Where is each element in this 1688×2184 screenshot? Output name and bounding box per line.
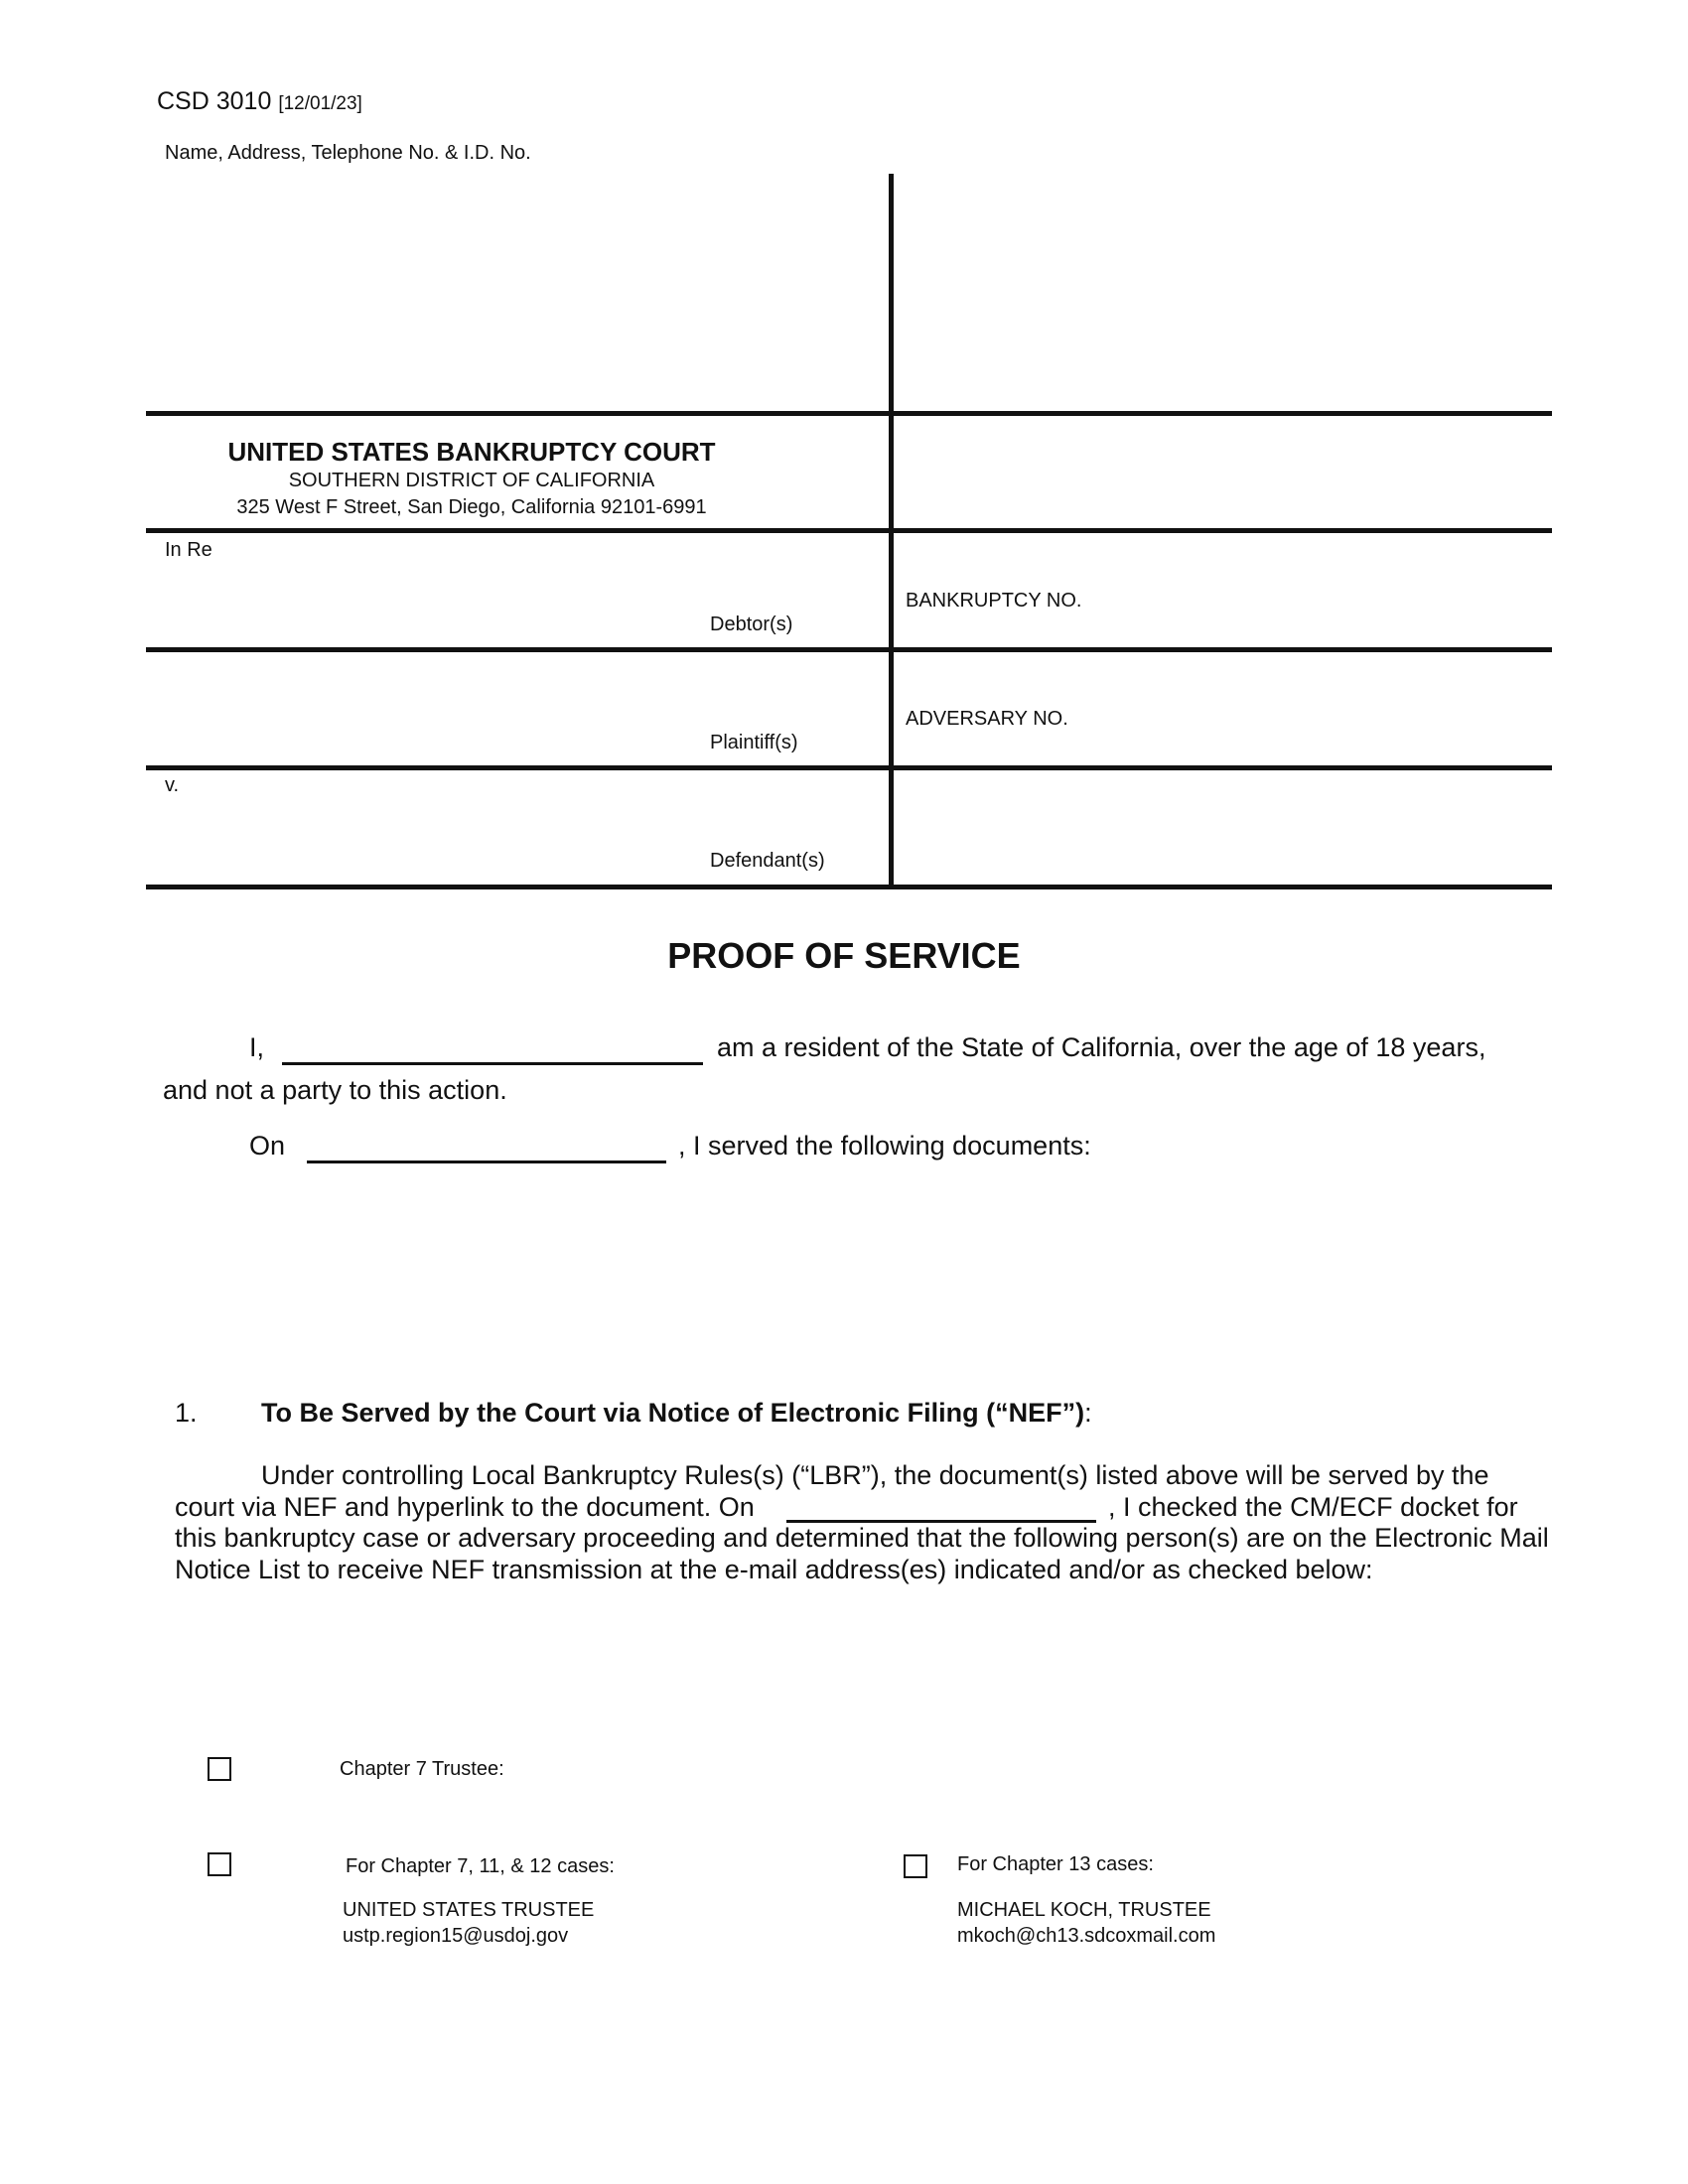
court-name: UNITED STATES BANKRUPTCY COURT — [227, 437, 716, 467]
ch13-trustee-name: MICHAEL KOCH, TRUSTEE — [957, 1899, 1211, 1921]
in-re-label: In Re — [165, 539, 212, 561]
chapter7-trustee-label: Chapter 7 Trustee: — [340, 1758, 504, 1780]
on-prefix: On — [249, 1131, 286, 1160]
us-trustee-email: ustp.region15@usdoj.gov — [343, 1925, 569, 1947]
ch13-trustee-checkbox[interactable] — [904, 1854, 927, 1878]
court-address: 325 West F Street, San Diego, California 92101-6991 — [236, 496, 707, 518]
adversary-no-label: ADVERSARY NO. — [906, 708, 1068, 730]
caption-rule-3 — [146, 647, 1552, 652]
section1-para-line2-prefix: court via NEF and hyperlink to the document. On — [175, 1492, 755, 1522]
section1-para-line3: this bankruptcy case or adversary proceeding and determined that the following person(s) are on the Electronic Mail — [175, 1523, 1549, 1553]
service-date-field[interactable] — [307, 1160, 666, 1163]
chapter7-trustee-checkbox[interactable] — [208, 1757, 231, 1781]
caption-rule-4 — [146, 765, 1552, 770]
declaration-line2: and not a party to this action. — [163, 1075, 507, 1105]
declarant-name-field[interactable] — [282, 1062, 703, 1065]
plaintiff-label: Plaintiff(s) — [710, 732, 798, 753]
ch13-trustee-email: mkoch@ch13.sdcoxmail.com — [957, 1925, 1216, 1947]
section1-heading-text: To Be Served by the Court via Notice of Electronic Filing (“NEF”) — [261, 1398, 1085, 1428]
caption-rule-2 — [146, 528, 1552, 533]
declaration-prefix: I, — [249, 1032, 265, 1062]
on-suffix: , I served the following documents: — [678, 1131, 1091, 1160]
form-id-line — [157, 87, 362, 116]
caption-rule-1 — [146, 411, 1552, 416]
declaration-line1-suffix: am a resident of the State of California, over the age of 18 years, — [717, 1032, 1486, 1062]
section1-para-line2-suffix: , I checked the CM/ECF docket for — [1108, 1492, 1518, 1522]
us-trustee-label: For Chapter 7, 11, & 12 cases: — [346, 1855, 615, 1877]
section1-para-line1: Under controlling Local Bankruptcy Rules(s) (“LBR”), the document(s) listed above will be served by the — [261, 1460, 1489, 1490]
us-trustee-name: UNITED STATES TRUSTEE — [343, 1899, 595, 1921]
court-block — [199, 437, 745, 519]
versus-label: v. — [165, 774, 180, 796]
court-district: SOUTHERN DISTRICT OF CALIFORNIA — [288, 470, 655, 491]
form-date: [12/01/23] — [278, 93, 362, 114]
caption-rule-5 — [146, 885, 1552, 889]
us-trustee-checkbox[interactable] — [208, 1852, 231, 1876]
form-id: CSD 3010 — [157, 87, 272, 115]
bankruptcy-no-label: BANKRUPTCY NO. — [906, 590, 1082, 612]
defendant-label: Defendant(s) — [710, 850, 825, 872]
debtor-label: Debtor(s) — [710, 614, 793, 635]
ch13-trustee-label: For Chapter 13 cases: — [957, 1853, 1154, 1875]
section1-para-line4: Notice List to receive NEF transmission at the e-mail address(es) indicated and/or as checked below: — [175, 1555, 1373, 1584]
name-address-label: Name, Address, Telephone No. & I.D. No. — [165, 142, 531, 164]
section1-heading-colon: : — [1084, 1398, 1092, 1428]
section1-heading — [261, 1398, 1092, 1429]
section1-number: 1. — [175, 1398, 198, 1428]
document-title: PROOF OF SERVICE — [667, 935, 1021, 976]
